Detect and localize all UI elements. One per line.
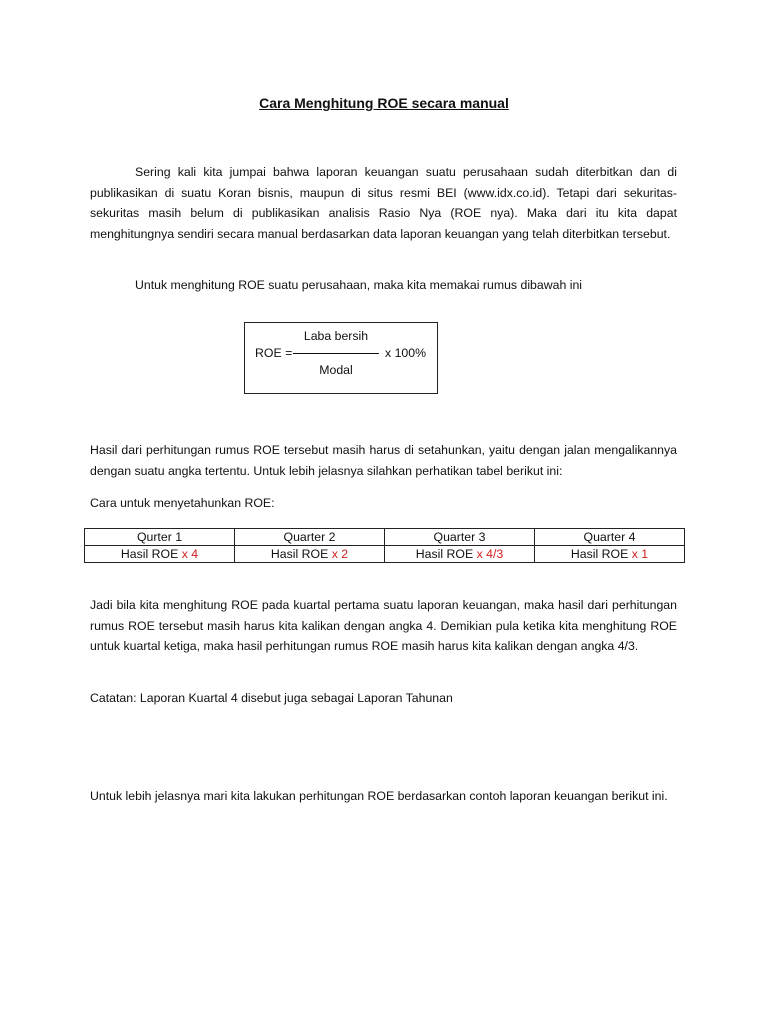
intro-paragraph: Sering kali kita jumpai bahwa laporan keuangan suatu perusahaan sudah diterbitkan dan di publikasikan di suatu Koran bisnis, maupun di situs resmi BEI (www.idx.co.id). Tetapi dari sekuritas-sekuritas masih belum di publikasikan analisis Rasio Nya (ROE nya). Maka dari itu kita dapat menghitungnya sendiri secara manual berdasarkan data laporan keuangan yang telah diterbitkan tersebut. (90, 165, 677, 241)
explanation-paragraph: Jadi bila kita menghitung ROE pada kuartal pertama suatu laporan keuangan, maka hasil dari perhitungan rumus ROE tersebut masih harus kita kalikan dengan angka 4. Demikian pula ketika kita menghitung ROE untuk kuartal ketiga, maka hasil perhitungan rumus ROE masih harus kita kalikan dengan angka 4/3. (90, 598, 677, 653)
table-caption: Cara untuk menyetahunkan ROE: (90, 496, 275, 510)
multiplier-value: x 4/3 (476, 547, 504, 561)
table-cell (535, 546, 685, 563)
multiplier-value: x 2 (331, 547, 349, 561)
closing-paragraph: Untuk lebih jelasnya mari kita lakukan perhitungan ROE berdasarkan contoh laporan keuangan berikut ini. (90, 789, 668, 803)
table-header-cell: Quarter 4 (535, 529, 685, 546)
document-title: Cara Menghitung ROE secara manual (259, 95, 509, 111)
table-header-cell: Qurter 1 (85, 529, 235, 546)
formula-numerator: Laba bersih (303, 329, 369, 343)
row-label: Hasil ROE (570, 547, 629, 561)
row-label: Hasil ROE (270, 547, 329, 561)
annualize-table (84, 528, 685, 563)
multiplier-value: x 1 (631, 547, 649, 561)
table-cell (235, 546, 385, 563)
table-header-cell: Quarter 3 (385, 529, 535, 546)
table-header-cell: Quarter 2 (235, 529, 385, 546)
row-label: Hasil ROE (120, 547, 179, 561)
formula-lhs: ROE = (255, 346, 293, 360)
formula-denominator: Modal (319, 363, 353, 377)
row-label: Hasil ROE (415, 547, 474, 561)
table-row (85, 546, 685, 563)
formula-multiplier: x 100% (385, 346, 427, 360)
table-header-row (85, 529, 685, 546)
table-cell (85, 546, 235, 563)
table-cell (385, 546, 535, 563)
multiplier-value: x 4 (181, 547, 199, 561)
note-paragraph: Catatan: Laporan Kuartal 4 disebut juga sebagai Laporan Tahunan (90, 691, 453, 705)
formula-intro-paragraph: Untuk menghitung ROE suatu perusahaan, maka kita memakai rumus dibawah ini (135, 278, 583, 292)
roe-formula-box (244, 322, 438, 394)
annualize-paragraph: Hasil dari perhitungan rumus ROE tersebut masih harus di setahunkan, yaitu dengan jalan mengalikannya dengan suatu angka tertentu. Untuk lebih jelasnya silahkan perhatikan tabel berikut ini: (90, 443, 677, 478)
formula-fraction-line (293, 353, 379, 354)
